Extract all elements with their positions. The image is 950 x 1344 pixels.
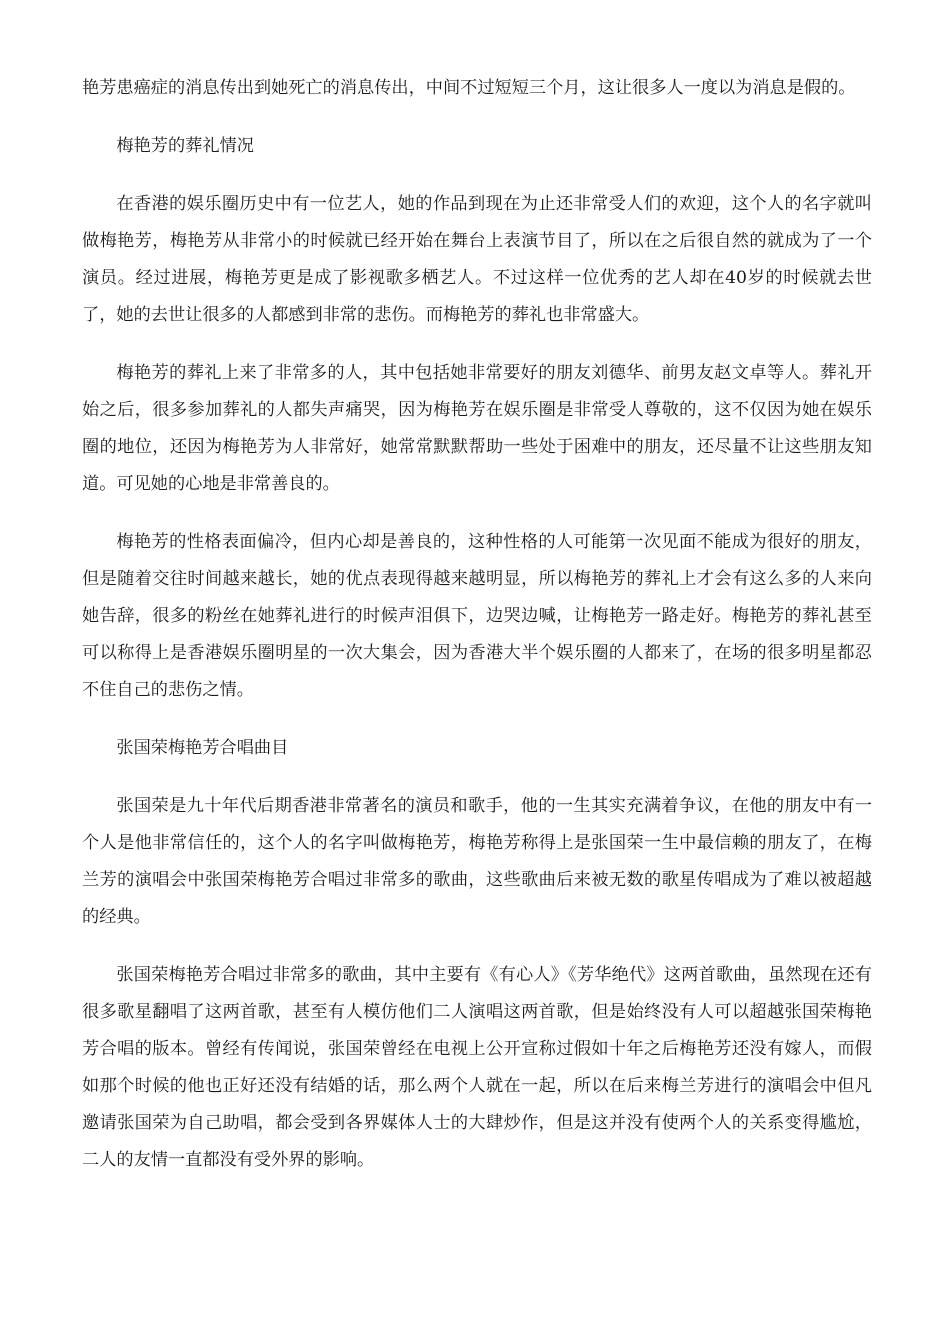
- paragraph-duet-songs: 张国荣梅艳芳合唱过非常多的歌曲，其中主要有《有心人》《芳华绝代》这两首歌曲，虽然现在还有很多歌星翻唱了这两首歌，甚至有人模仿他们二人演唱这两首歌，但是始终没有人可以超越张国荣梅艳芳合唱的版本。曾经有传闻说，张国荣曾经在电视上公开宣称过假如十年之后梅艳芳还没有嫁人，而假如那个时候的他也正好还没有结婚的话，那么两个人就在一起，所以在后来梅兰芳进行的演唱会中但凡邀请张国荣为自己助唱，都会受到各界媒体人士的大肆炒作，但是这并没有使两个人的关系变得尴尬，二人的友情一直都没有受外界的影响。: [82, 965, 872, 1170]
- paragraph-funeral-intro: 在香港的娱乐圈历史中有一位艺人，她的作品到现在为止还非常受人们的欢迎，这个人的名字就叫做梅艳芳，梅艳芳从非常小的时候就已经开始在舞台上表演节目了，所以在之后很自然的就成为了一个演员。经过进展，梅艳芳更是成了影视歌多栖艺人。不过这样一位优秀的艺人却在40岁的时候就去世了，她的去世让很多的人都感到非常的悲伤。而梅艳芳的葬礼也非常盛大。: [82, 194, 872, 325]
- paragraph-personality: 梅艳芳的性格表面偏冷，但内心却是善良的，这种性格的人可能第一次见面不能成为很好的朋友，但是随着交往时间越来越长，她的优点表现得越来越明显，所以梅艳芳的葬礼上才会有这么多的人来向她告辞，很多的粉丝在她葬礼进行的时候声泪俱下，边哭边喊，让梅艳芳一路走好。梅艳芳的葬礼甚至可以称得上是香港娱乐圈明星的一次大集会，因为香港大半个娱乐圈的人都来了，在场的很多明星都忍不住自己的悲伤之情。: [82, 532, 872, 700]
- section-heading-funeral: 梅艳芳的葬礼情况: [116, 136, 254, 156]
- paragraph-cancer-news: 艳芳患癌症的消息传出到她死亡的消息传出，中间不过短短三个月，这让很多人一度以为消息是假的。: [82, 78, 856, 98]
- paragraph-funeral-attendees: 梅艳芳的葬礼上来了非常多的人，其中包括她非常要好的朋友刘德华、前男友赵文卓等人。葬礼开始之后，很多参加葬礼的人都失声痛哭，因为梅艳芳在娱乐圈是非常受人尊敬的，这不仅因为她在娱乐圈的地位，还因为梅艳芳为人非常好，她常常默默帮助一些处于困难中的朋友，还尽量不让这些朋友知道。可见她的心地是非常善良的。: [82, 363, 872, 494]
- section-heading-duets: 张国荣梅艳芳合唱曲目: [116, 738, 289, 758]
- paragraph-leslie-intro: 张国荣是九十年代后期香港非常著名的演员和歌手，他的一生其实充满着争议，在他的朋友中有一个人是他非常信任的，这个人的名字叫做梅艳芳，梅艳芳称得上是张国荣一生中最信赖的朋友了，在梅兰芳的演唱会中张国荣梅艳芳合唱过非常多的歌曲，这些歌曲后来被无数的歌星传唱成为了难以被超越的经典。: [82, 796, 872, 927]
- document-page: [82, 70, 872, 1200]
